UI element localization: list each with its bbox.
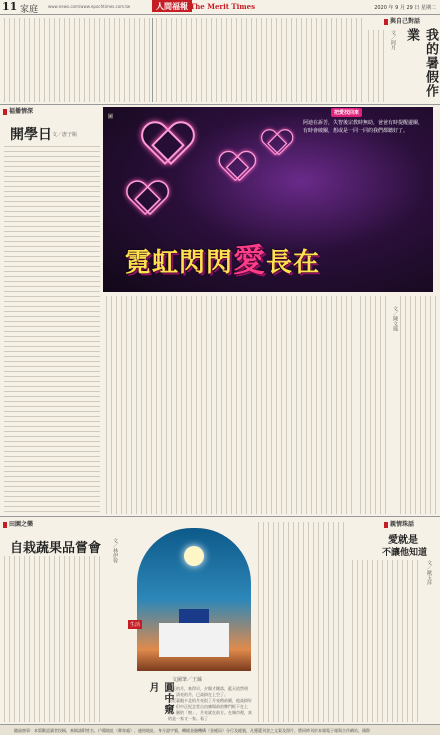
section-name: 家庭	[20, 5, 39, 15]
article-title-left: 開學日	[10, 127, 52, 143]
page-header	[0, 0, 440, 15]
article-title-top-right: 我的暑假作業	[404, 28, 438, 98]
feature-headline	[125, 235, 320, 281]
feature-article-body-right	[360, 296, 388, 514]
poem-text: 秋天的月，來得早，夕陽才剛落，藍天依然明亮，清亮的月，已高掛在上空了。 最近裏眼卡北的月亮很了月亮稍前圓，他高掛好地，但中正紀念堂自由廣場前的牌門框下在上看，圓的「窗」，月亮就在前方。在城市裡，真的是一家又一家。看了	[168, 686, 252, 721]
headline-part-2: 長在	[266, 248, 321, 278]
submission-footer: 隨福齋事：本版歡迎讀者投稿，來稿請附姓名、戶籍地址（郵寄處）、連絡地址、身分證字號、轉帳金融機構（金帳局）分行及帳號，凡獲選刊登之文案及照片，將同時刊於本報電子報與合作網站、國際	[0, 724, 440, 735]
neon-heart-graphic	[128, 182, 165, 219]
article-body-top-right	[368, 30, 386, 102]
feature-article-body-far-right	[400, 296, 436, 514]
photo-caption: 阿迪在訴苦，失智後宗教時無助，爸爸有時提醒邊關，有時會破關，想或是一同一同的我們都聽好了。	[303, 120, 424, 134]
horizontal-divider	[0, 104, 440, 105]
article-body-bottom-right	[352, 560, 422, 722]
poem-badge: 生活	[130, 622, 141, 628]
headline-part-1: 霓虹閃閃	[125, 248, 234, 278]
article-author-left: 文／唐子瓶	[52, 132, 78, 138]
article-title-bottom-right-line1: 愛就是	[388, 535, 418, 546]
headline-love-character: 愛	[233, 241, 267, 279]
article-body-top-middle	[156, 18, 366, 102]
memorial-gate	[159, 623, 229, 657]
moon-gate-photo	[137, 528, 251, 671]
article-body-poem-right	[258, 522, 348, 722]
horizontal-divider	[0, 516, 440, 517]
moon-disc	[184, 546, 204, 566]
feature-photo	[103, 107, 433, 292]
column-divider	[152, 18, 153, 102]
masthead-logo-english: The Merit Times	[190, 2, 256, 11]
neon-heart-graphic	[262, 130, 290, 158]
article-title-garden: 自栽蔬果品嘗會	[10, 541, 102, 556]
neon-heart-graphic	[143, 123, 189, 169]
section-tag-bottom-right: 親情珠話	[384, 521, 440, 529]
article-body-garden	[4, 556, 104, 722]
neon-heart-graphic	[220, 152, 252, 184]
article-author-garden: 文／林伊蓉	[112, 538, 118, 563]
article-author-top-right: 文／阿月	[390, 30, 396, 50]
section-tag-garden: 田園之樂	[3, 521, 79, 529]
header-url[interactable]: www.news.com/www.epochtimes.com.tw	[48, 4, 131, 9]
poem-author: 文圖筆／王絲	[172, 677, 203, 683]
article-author-bottom-right: 文／歐玉萍	[426, 560, 432, 585]
feature-article-body	[106, 296, 356, 514]
page-number: 11	[2, 0, 18, 13]
article-body-top-left	[4, 18, 152, 102]
section-tag-top-right: 與自己對話	[384, 18, 440, 26]
photo-side-label: 圖	[108, 114, 114, 120]
caption-badge: 把愛找回來	[331, 108, 362, 117]
masthead-logo: 人間福報	[152, 0, 192, 12]
article-body-left	[4, 146, 100, 516]
poem-title: 圓中窺月	[147, 682, 173, 715]
feature-article-author: 文／陳文鳳	[392, 306, 398, 331]
section-tag-left: 福播情深	[3, 108, 99, 116]
article-title-bottom-right-line2: 不讓他知道	[382, 548, 428, 558]
issue-date: 2020 年 9 月 29 日 星期二	[374, 5, 436, 11]
